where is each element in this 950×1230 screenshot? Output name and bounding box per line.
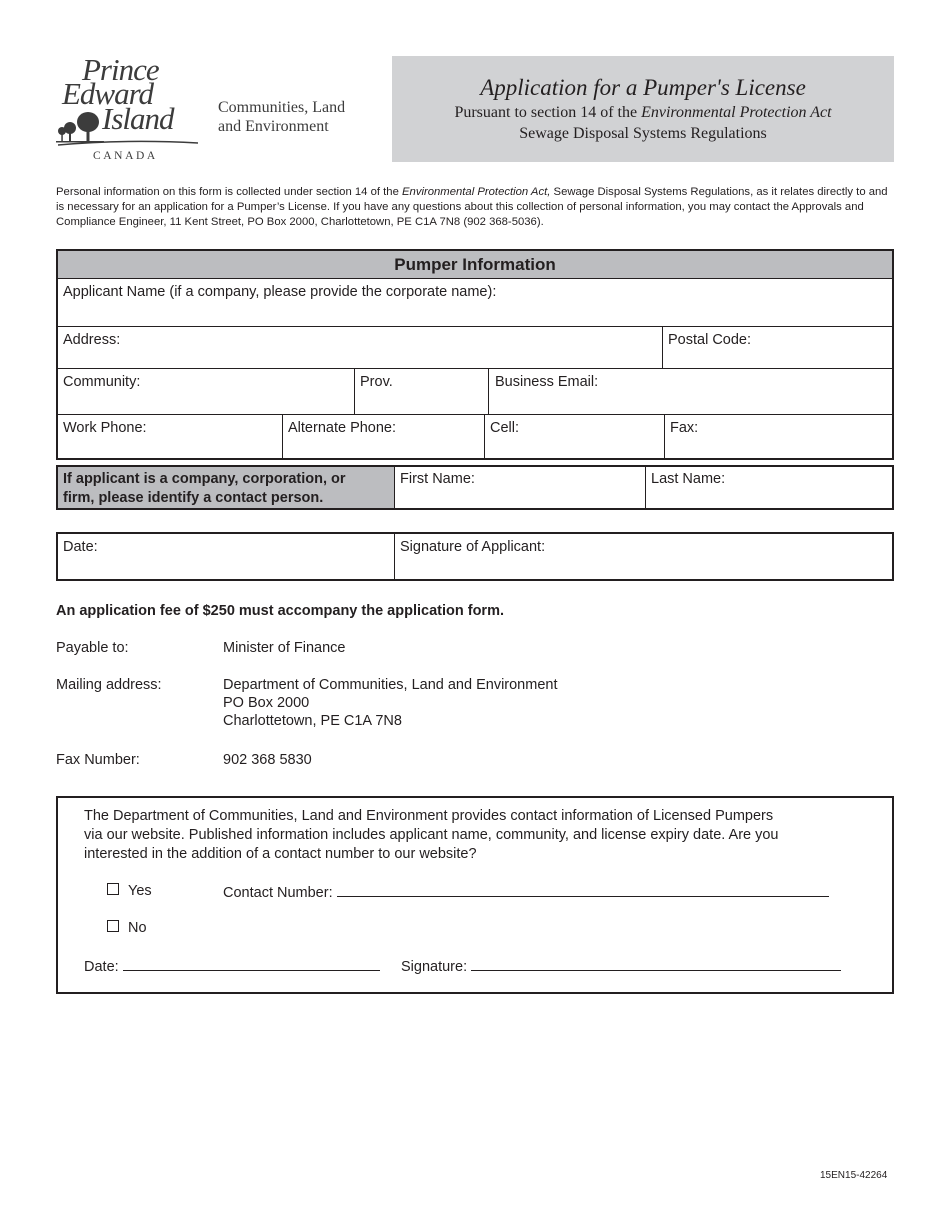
logo-country: CANADA <box>93 150 158 162</box>
website-date-row <box>84 956 380 976</box>
logo-word-edward: Edward <box>62 76 154 111</box>
applicant-signature-section <box>56 532 894 581</box>
divider <box>488 368 489 414</box>
logo-word-island: Island <box>102 101 174 136</box>
divider <box>282 414 283 460</box>
applicant-signature-field[interactable]: Signature of Applicant: <box>400 539 546 555</box>
website-consent-section <box>56 796 894 994</box>
divider <box>354 368 355 414</box>
form-regulations: Sewage Disposal Systems Regulations <box>519 125 767 142</box>
privacy-act: Environmental Protection Act, <box>402 186 551 198</box>
mailing-line3: Charlottetown, PE C1A 7N8 <box>223 713 402 729</box>
date-field[interactable]: Date: <box>63 539 98 555</box>
province-field[interactable]: Prov. <box>360 374 393 390</box>
yes-checkbox[interactable] <box>107 883 119 895</box>
department-name-line1: Communities, Land <box>218 99 346 116</box>
form-subtitle <box>392 102 894 123</box>
cell-field[interactable]: Cell: <box>490 420 520 436</box>
divider <box>58 414 892 415</box>
no-checkbox[interactable] <box>107 920 119 932</box>
payable-label: Payable to: <box>56 640 129 656</box>
divider <box>58 368 892 369</box>
website-paragraph-line2: via our website. Published information includes applicant name, community, and license expiry date. Are you <box>84 827 779 843</box>
fax-number-label: Fax Number: <box>56 752 140 768</box>
contact-instruction-line1: If applicant is a company, corporation, or <box>63 471 346 487</box>
alternate-phone-field[interactable]: Alternate Phone: <box>288 420 397 436</box>
subtitle-act: Environmental Protection Act <box>641 104 832 121</box>
postal-code-field[interactable]: Postal Code: <box>668 332 752 348</box>
contact-instruction-line2: firm, please identify a contact person. <box>63 490 324 506</box>
website-date-label: Date: <box>84 959 119 975</box>
pumper-information-section <box>56 249 894 460</box>
pumper-information-header: Pumper Information <box>58 251 892 279</box>
fee-notice: An application fee of $250 must accompany the application form. <box>56 603 504 619</box>
contact-number-input[interactable] <box>337 882 829 897</box>
mailing-label: Mailing address: <box>56 677 162 693</box>
privacy-notice <box>56 185 896 230</box>
mailing-line2: PO Box 2000 <box>223 695 310 711</box>
title-box <box>392 56 894 162</box>
privacy-part2: Sewage Disposal Systems Regulations, as it relates directly to and is necessary for an application for a Pumper’s License. If you have any questions about this collection of personal information, you may contact the Approvals and Compliance Engineer, 11 Kent Street, PO Box 2000, Charlottetown, PE C1A 7N8 (902 368-5036). <box>56 186 888 228</box>
yes-label: Yes <box>128 883 152 899</box>
pei-logo <box>56 54 206 166</box>
applicant-name-field[interactable]: Applicant Name (if a company, please provide the corporate name): <box>63 284 497 300</box>
contact-number-label: Contact Number: <box>223 885 333 901</box>
form-code: 15EN15-42264 <box>820 1170 888 1181</box>
divider <box>664 414 665 460</box>
address-field[interactable]: Address: <box>63 332 121 348</box>
mailing-line1: Department of Communities, Land and Environment <box>223 677 558 693</box>
first-name-field[interactable]: First Name: <box>400 471 475 487</box>
logo-word-prince: Prince <box>82 52 159 87</box>
divider <box>662 326 663 368</box>
department-name <box>218 98 345 136</box>
divider <box>645 467 646 508</box>
subtitle-prefix: Pursuant to section 14 of the <box>454 104 642 121</box>
last-name-field[interactable]: Last Name: <box>651 471 726 487</box>
fax-number-value: 902 368 5830 <box>223 752 312 768</box>
business-email-field[interactable]: Business Email: <box>495 374 599 390</box>
divider <box>484 414 485 460</box>
logo-underline-swoosh <box>56 140 201 148</box>
community-field[interactable]: Community: <box>63 374 141 390</box>
divider <box>394 467 395 508</box>
website-signature-label: Signature: <box>401 959 468 975</box>
divider <box>394 534 395 579</box>
privacy-part1: Personal information on this form is collected under section 14 of the <box>56 186 402 198</box>
website-paragraph-line1: The Department of Communities, Land and Environment provides contact information of Licensed Pumpers <box>84 808 774 824</box>
yes-option[interactable] <box>107 882 152 900</box>
divider <box>58 326 892 327</box>
website-signature-row <box>401 956 841 976</box>
contact-number-row <box>223 882 829 902</box>
website-date-input[interactable] <box>123 956 380 971</box>
website-paragraph-line3: interested in the addition of a contact number to our website? <box>84 846 477 862</box>
website-signature-input[interactable] <box>471 956 841 971</box>
payable-value: Minister of Finance <box>223 640 346 656</box>
contact-person-section <box>56 465 894 510</box>
no-label: No <box>128 920 147 936</box>
department-name-line2: and Environment <box>218 118 329 135</box>
fax-field[interactable]: Fax: <box>670 420 699 436</box>
form-title: Application for a Pumper's License <box>480 75 806 100</box>
no-option[interactable] <box>107 919 147 937</box>
work-phone-field[interactable]: Work Phone: <box>63 420 147 436</box>
